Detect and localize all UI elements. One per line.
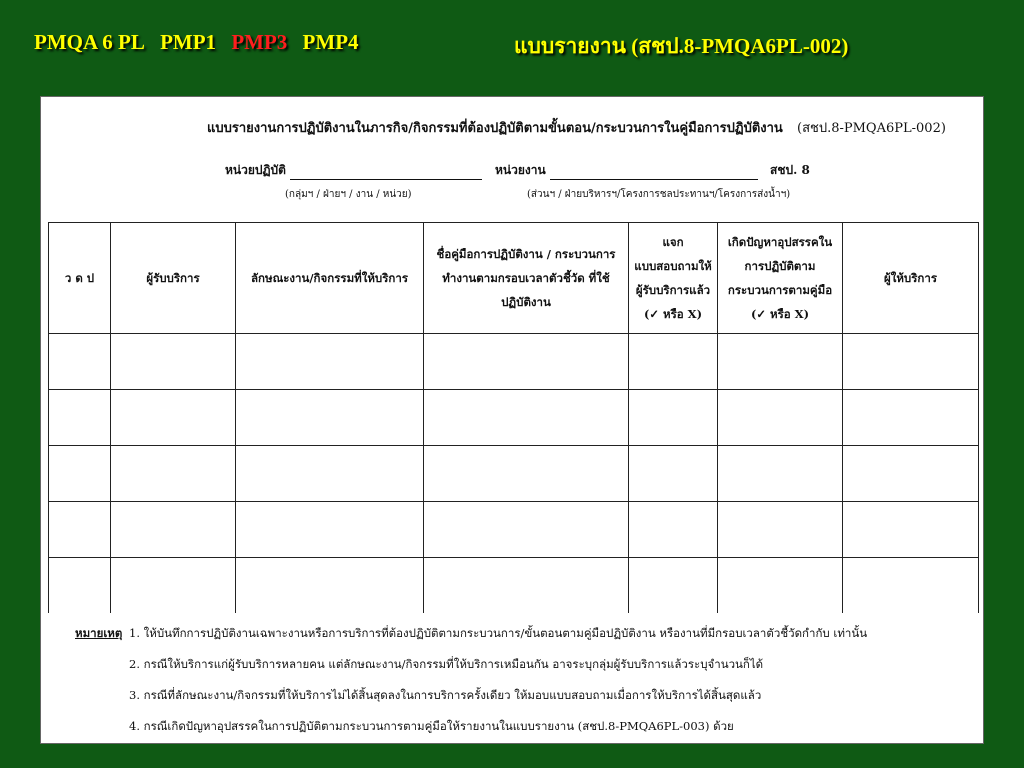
- table-row: [49, 390, 979, 446]
- table-cell[interactable]: [49, 334, 111, 390]
- agency-label: หน่วยงาน: [495, 163, 546, 177]
- report-table: [48, 222, 979, 613]
- table-cell[interactable]: [111, 446, 236, 502]
- table-cell[interactable]: [424, 558, 629, 614]
- table-cell[interactable]: [111, 502, 236, 558]
- table-cell[interactable]: [629, 446, 718, 502]
- agency-line: [550, 165, 758, 180]
- table-cell[interactable]: [424, 446, 629, 502]
- table-cell[interactable]: [424, 390, 629, 446]
- table-cell[interactable]: [111, 558, 236, 614]
- table-cell[interactable]: [843, 390, 979, 446]
- table-cell[interactable]: [629, 334, 718, 390]
- report-form: [40, 96, 984, 744]
- table-cell[interactable]: [236, 502, 424, 558]
- col-problem: เกิดปัญหาอุปสรรคในการปฏิบัติตามกระบวนการตามคู่มือ (✓ หรือ X): [718, 223, 843, 334]
- table-cell[interactable]: [236, 390, 424, 446]
- unit-field[interactable]: [225, 161, 482, 180]
- table-cell[interactable]: [843, 334, 979, 390]
- table-row: [49, 502, 979, 558]
- table-cell[interactable]: [236, 446, 424, 502]
- unit-label: หน่วยปฏิบัติ: [225, 163, 286, 177]
- office-label: สชป. 8: [770, 163, 810, 177]
- table-cell[interactable]: [718, 558, 843, 614]
- table-cell[interactable]: [629, 502, 718, 558]
- notes-label: หมายเหตุ: [75, 626, 123, 640]
- col-provider: ผู้ให้บริการ: [843, 223, 979, 334]
- unit-hint: (กลุ่มฯ / ฝ่ายฯ / งาน / หน่วย): [285, 189, 412, 200]
- table-cell[interactable]: [718, 502, 843, 558]
- table-cell[interactable]: [843, 502, 979, 558]
- table-cell[interactable]: [843, 558, 979, 614]
- table-row: [49, 446, 979, 502]
- table-cell[interactable]: [629, 558, 718, 614]
- table-cell[interactable]: [111, 390, 236, 446]
- note-text-4: 4. กรณีเกิดปัญหาอุปสรรคในการปฏิบัติตามกระบวนการตามคู่มือให้รายงานในแบบรายงาน (สชป.8-PMQA6PL-003) ด้วย: [129, 719, 734, 733]
- table-cell[interactable]: [49, 390, 111, 446]
- header-item-pmp3: PMP3: [231, 30, 288, 54]
- agency-field[interactable]: [495, 161, 758, 180]
- table-cell[interactable]: [843, 446, 979, 502]
- table-row: [49, 558, 979, 614]
- col-client: ผู้รับบริการ: [111, 223, 236, 334]
- table-cell[interactable]: [49, 502, 111, 558]
- agency-hint: (ส่วนฯ / ฝ่ายบริหารฯ/โครงการชลประทานฯ/โครงการส่งน้ำฯ): [527, 189, 791, 200]
- table-header-row: [49, 223, 979, 334]
- document-title: แบบรายงานการปฏิบัติงานในภารกิจ/กิจกรรมที่ต้องปฏิบัติตามขั้นตอน/กระบวนการในคู่มือการปฏิบัติงาน: [207, 121, 783, 136]
- col-date: ว ด ป: [49, 223, 111, 334]
- header-item-pmqa: PMQA 6 PL: [34, 30, 145, 54]
- col-service-type: ลักษณะงาน/กิจกรรมที่ให้บริการ: [236, 223, 424, 334]
- unit-line: [290, 165, 482, 180]
- table-cell[interactable]: [718, 390, 843, 446]
- table-cell[interactable]: [111, 334, 236, 390]
- col-manual-name: ชื่อคู่มือการปฏิบัติงาน / กระบวนการทำงานตามกรอบเวลาตัวชี้วัด ที่ใช้ปฏิบัติงาน: [424, 223, 629, 334]
- note-text-2: 2. กรณีให้บริการแก่ผู้รับบริการหลายคน แต่ลักษณะงาน/กิจกรรมที่ให้บริการเหมือนกัน อาจระบุกลุ่มผู้รับบริการแล้วระบุจำนวนก็ได้: [129, 657, 764, 671]
- col-survey-given: แจกแบบสอบถามให้ผู้รับบริการแล้ว (✓ หรือ X): [629, 223, 718, 334]
- note-text-3: 3. กรณีที่ลักษณะงาน/กิจกรรมที่ให้บริการไม่ได้สิ้นสุดลงในการบริการครั้งเดียว ให้มอบแบบสอบถามเมื่อการให้บริการได้สิ้นสุดแล้ว: [129, 688, 762, 702]
- table-row: [49, 334, 979, 390]
- document-code: (สชป.8-PMQA6PL-002): [797, 121, 946, 136]
- table-cell[interactable]: [424, 502, 629, 558]
- table-cell[interactable]: [718, 446, 843, 502]
- table-cell[interactable]: [236, 334, 424, 390]
- table-cell[interactable]: [718, 334, 843, 390]
- table-cell[interactable]: [424, 334, 629, 390]
- report-title: แบบรายงาน (สชป.8-PMQA6PL-002): [514, 34, 849, 58]
- table-cell[interactable]: [49, 558, 111, 614]
- table-cell[interactable]: [49, 446, 111, 502]
- note-text-1: 1. ให้บันทึกการปฏิบัติงานเฉพาะงานหรือการบริการที่ต้องปฏิบัติตามกระบวนการ/ขั้นตอนตามคู่มือปฏิบัติงาน หรืองานที่มีกรอบเวลาตัวชี้วัดกำกับ เท่านั้น: [129, 626, 868, 640]
- table-cell[interactable]: [236, 558, 424, 614]
- table-cell[interactable]: [629, 390, 718, 446]
- slide-header: [34, 30, 994, 64]
- header-item-pmp1: PMP1: [160, 30, 217, 54]
- header-item-pmp4: PMP4: [302, 30, 359, 54]
